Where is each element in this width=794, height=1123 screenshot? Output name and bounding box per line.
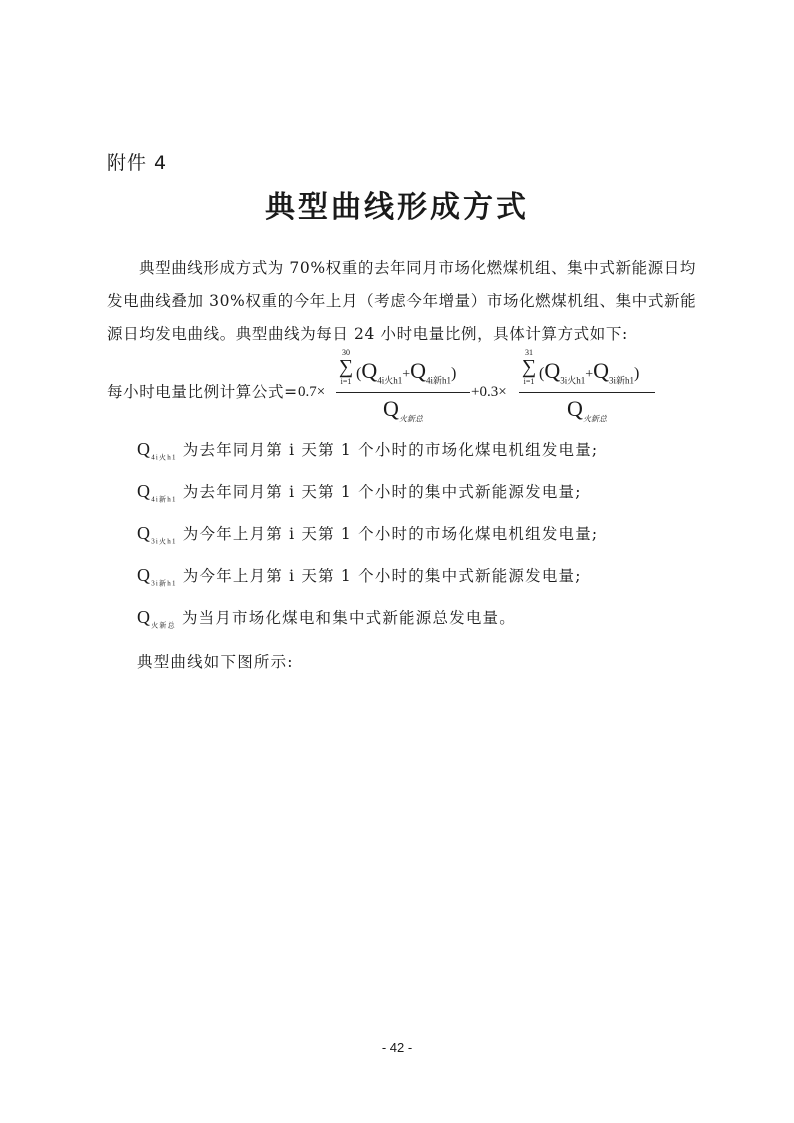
coefficient-1: 0.7× bbox=[298, 384, 326, 400]
plus-sign: + bbox=[402, 367, 411, 382]
paren-open: ( bbox=[356, 365, 362, 382]
definition-symbol bbox=[137, 523, 177, 546]
intro-text: 典型曲线形成方式为 70%权重的去年同月市场化燃煤机组、集中式新能源日均发电曲线叠加 30%权重的今年上月（考虑今年增量）市场化燃煤机组、集中式新能源日均发电曲线。典型曲线为每日 24 小时电量比例，具体计算方式如下: bbox=[107, 259, 697, 343]
q-symbol: Q bbox=[137, 523, 152, 543]
q-symbol: Q bbox=[137, 607, 152, 627]
page-number: - 42 - bbox=[381, 1040, 413, 1055]
definition-subscript: 4i新h1 bbox=[151, 495, 177, 504]
definition-item bbox=[137, 564, 697, 606]
definition-item bbox=[137, 438, 697, 480]
definition-subscript: 3i新h1 bbox=[151, 579, 177, 588]
term-1b-subscript: 4i新h1 bbox=[426, 375, 452, 386]
formula bbox=[0, 348, 794, 428]
denominator-1 bbox=[336, 396, 470, 424]
definition-item bbox=[137, 522, 697, 564]
numerator-1 bbox=[336, 348, 470, 392]
definition-subscript: 3i火h1 bbox=[151, 537, 177, 546]
fraction-1 bbox=[336, 348, 470, 428]
q-symbol: Q bbox=[567, 396, 583, 421]
sum-2-lower: i=1 bbox=[523, 377, 535, 386]
definition-subscript: 火新总 bbox=[151, 621, 176, 630]
sum-1-upper: 30 bbox=[342, 348, 350, 357]
definition-item bbox=[137, 606, 697, 648]
definition-symbol bbox=[137, 481, 177, 504]
definition-text: 为去年同月第 i 天第 1 个小时的集中式新能源发电量; bbox=[182, 483, 582, 501]
paren-close: ) bbox=[634, 365, 640, 382]
fraction-bar bbox=[336, 392, 470, 393]
denominator-subscript: 火新总 bbox=[398, 414, 423, 424]
sum-2-upper: 31 bbox=[525, 348, 533, 357]
definition-symbol bbox=[137, 565, 177, 588]
q-symbol: Q bbox=[137, 481, 152, 501]
paren-open: ( bbox=[539, 365, 545, 382]
formula-label: 每小时电量比例计算公式= bbox=[107, 383, 298, 401]
fraction-bar bbox=[519, 392, 655, 393]
term-2b-subscript: 3i新h1 bbox=[609, 375, 635, 386]
q-symbol: Q bbox=[361, 358, 378, 383]
paren-close: ) bbox=[451, 365, 457, 382]
fraction-2 bbox=[519, 348, 655, 428]
curve-intro: 典型曲线如下图所示: bbox=[137, 653, 294, 671]
annex-label: 附件 4 bbox=[107, 152, 168, 174]
definition-symbol bbox=[137, 439, 177, 462]
document-title: 典型曲线形成方式 bbox=[265, 190, 529, 225]
definition-text: 为当月市场化煤电和集中式新能源总发电量。 bbox=[181, 609, 516, 627]
coefficient-2: +0.3× bbox=[471, 384, 507, 400]
sum-2-expression bbox=[539, 358, 639, 386]
term-1a-subscript: 4i火h1 bbox=[377, 375, 403, 386]
numerator-2 bbox=[519, 348, 655, 392]
sigma-symbol: ∑ bbox=[521, 356, 537, 378]
term-2a-subscript: 3i火h1 bbox=[560, 375, 586, 386]
intro-paragraph bbox=[107, 252, 697, 351]
q-symbol: Q bbox=[593, 358, 610, 383]
q-symbol: Q bbox=[383, 396, 399, 421]
definition-text: 为今年上月第 i 天第 1 个小时的集中式新能源发电量; bbox=[182, 567, 582, 585]
plus-sign: + bbox=[585, 367, 594, 382]
sigma-symbol: ∑ bbox=[338, 356, 354, 378]
definition-text: 为去年同月第 i 天第 1 个小时的市场化煤电机组发电量; bbox=[182, 441, 599, 459]
definition-text: 为今年上月第 i 天第 1 个小时的市场化煤电机组发电量; bbox=[182, 525, 599, 543]
sum-1-expression bbox=[356, 358, 456, 386]
q-symbol: Q bbox=[137, 439, 152, 459]
definition-item bbox=[137, 480, 697, 522]
definition-symbol bbox=[137, 607, 176, 630]
q-symbol: Q bbox=[410, 358, 427, 383]
denominator-subscript: 火新总 bbox=[582, 414, 607, 424]
q-symbol: Q bbox=[544, 358, 561, 383]
sum-1-lower: i=1 bbox=[340, 377, 352, 386]
denominator-2 bbox=[519, 396, 655, 424]
definition-subscript: 4i火h1 bbox=[151, 453, 177, 462]
definitions-list bbox=[137, 438, 697, 648]
q-symbol: Q bbox=[137, 565, 152, 585]
sum-1 bbox=[336, 348, 356, 386]
sum-2 bbox=[519, 348, 539, 386]
